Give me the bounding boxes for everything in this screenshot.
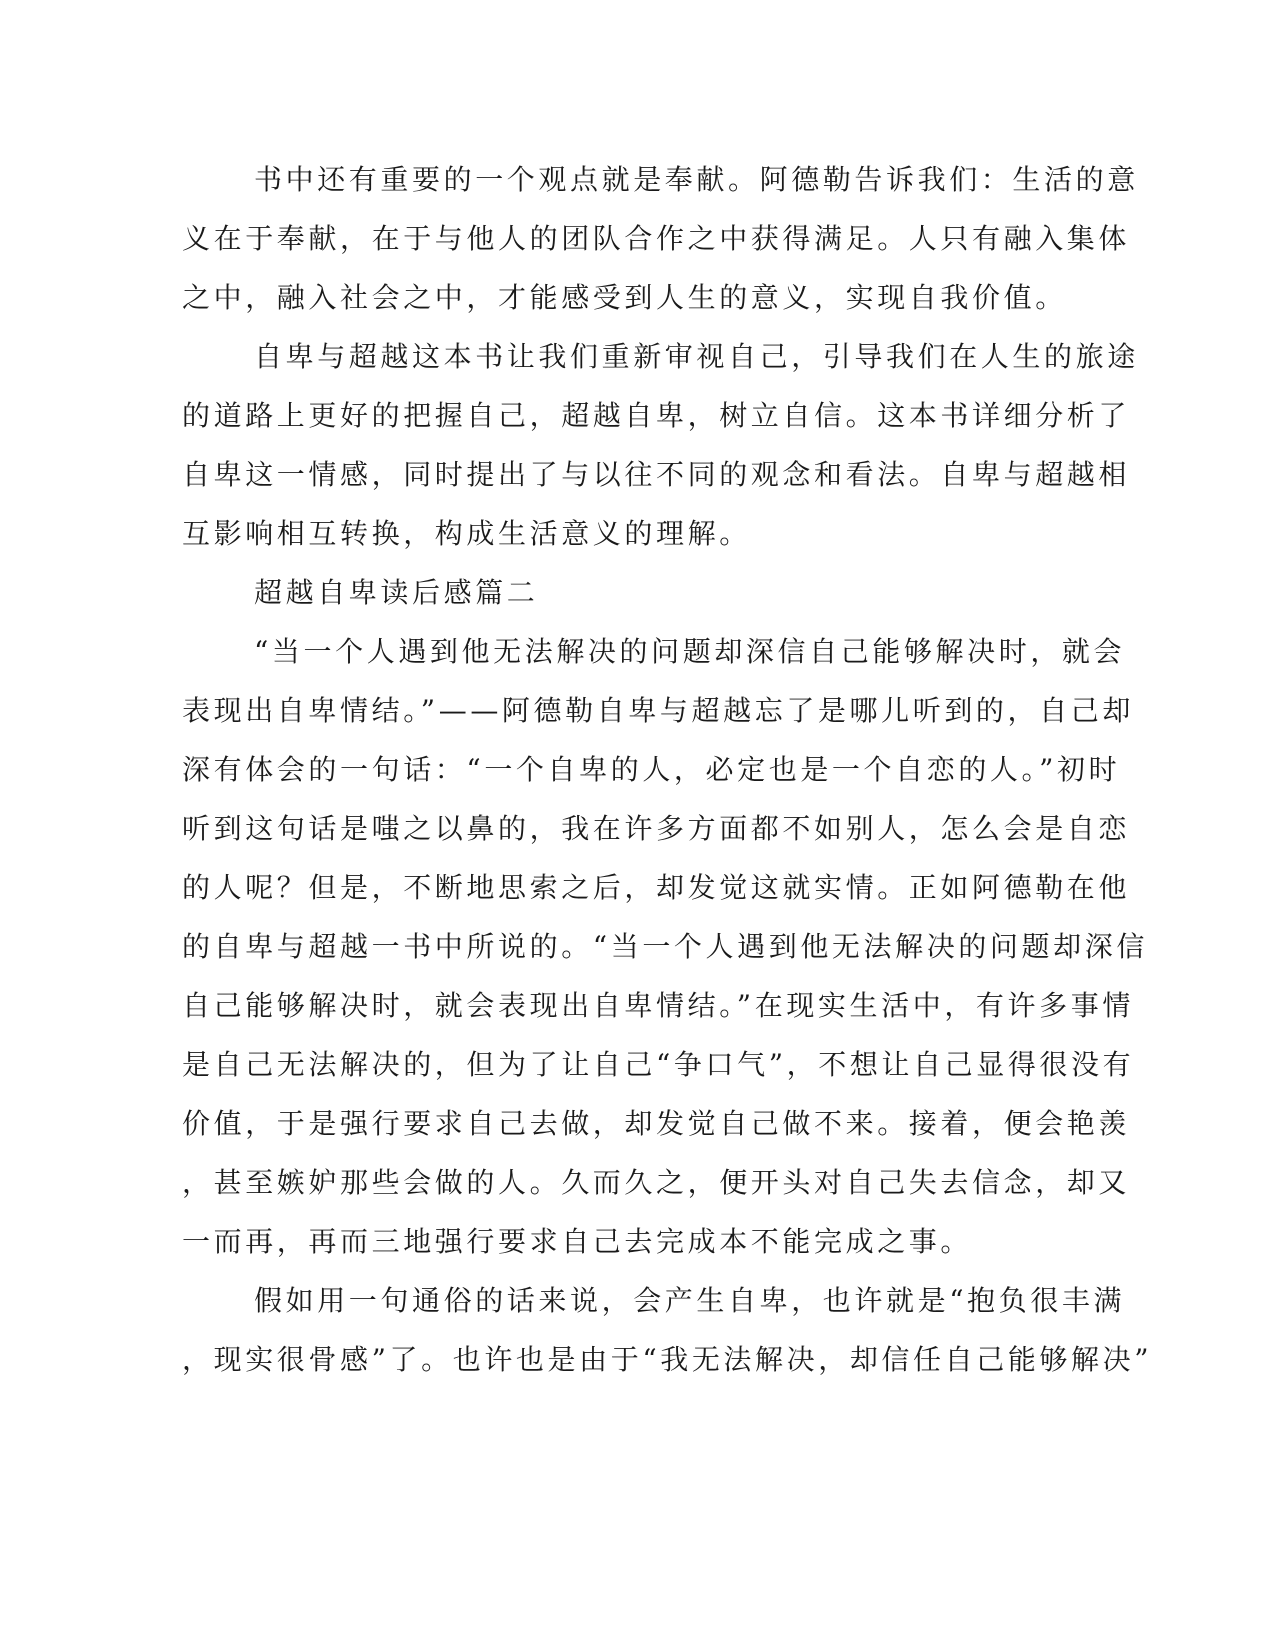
text-line: 表现出自卑情结。”——阿德勒自卑与超越忘了是哪儿听到的，自己却 <box>182 694 1134 727</box>
text-line: 互影响相互转换，构成生活意义的理解。 <box>182 517 751 550</box>
text-line: ，甚至嫉妒那些会做的人。久而久之，便开头对自己失去信念，却又 <box>182 1166 1131 1199</box>
text-line: ，现实很骨感”了。也许也是由于“我无法解决，却信任自己能够解决” <box>182 1343 1153 1376</box>
text-line: 自己能够解决时，就会表现出自卑情结。”在现实生活中，有许多事情 <box>182 989 1134 1022</box>
text-line: 听到这句话是嗤之以鼻的，我在许多方面都不如别人，怎么会是自恋 <box>182 812 1131 845</box>
text-line: 的道路上更好的把握自己，超越自卑，树立自信。这本书详细分析了 <box>182 399 1131 432</box>
text-line: 一而再，再而三地强行要求自己去完成本不能完成之事。 <box>182 1225 973 1258</box>
text-line: “当一个人遇到他无法解决的问题却深信自己能够解决时，就会 <box>254 635 1126 668</box>
text-line: 深有体会的一句话：“一个自卑的人，必定也是一个自恋的人。”初时 <box>182 753 1121 786</box>
text-line: 假如用一句通俗的话来说，会产生自卑，也许就是“抱负很丰满 <box>254 1284 1126 1317</box>
text-line: 自卑这一情感，同时提出了与以往不同的观念和看法。自卑与超越相 <box>182 458 1131 491</box>
text-line: 之中，融入社会之中，才能感受到人生的意义，实现自我价值。 <box>182 281 1067 314</box>
text-line: 自卑与超越这本书让我们重新审视自己，引导我们在人生的旅途 <box>254 340 1139 373</box>
text-line: 义在于奉献，在于与他人的团队合作之中获得满足。人只有融入集体 <box>182 222 1131 255</box>
section-heading: 超越自卑读后感篇二 <box>254 576 539 609</box>
text-line: 的人呢？但是，不断地思索之后，却发觉这就实情。正如阿德勒在他 <box>182 871 1131 904</box>
text-line: 书中还有重要的一个观点就是奉献。阿德勒告诉我们：生活的意 <box>254 163 1139 196</box>
text-line: 价值，于是强行要求自己去做，却发觉自己做不来。接着，便会艳羡 <box>182 1107 1131 1140</box>
text-line: 是自己无法解决的，但为了让自己“争口气”，不想让自己显得很没有 <box>182 1048 1135 1081</box>
text-line: 的自卑与超越一书中所说的。“当一个人遇到他无法解决的问题却深信 <box>182 930 1148 963</box>
